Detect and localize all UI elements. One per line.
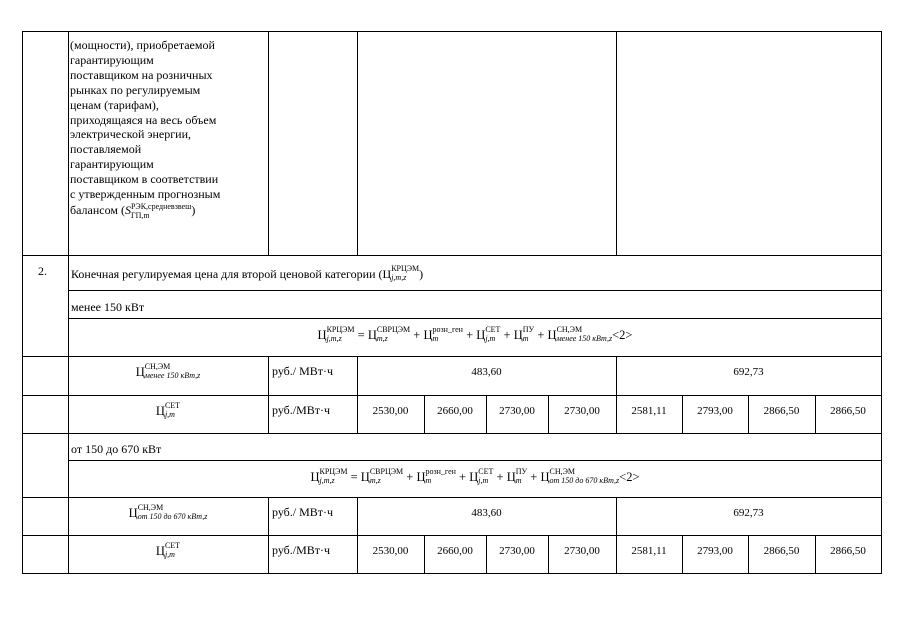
price-symbol-letter: Ц <box>155 543 165 558</box>
price-symbol-letter: Ц <box>360 469 370 484</box>
row-unit: руб./МВт·ч <box>272 403 331 417</box>
price-symbol-sup: розн_ген <box>425 467 456 476</box>
price-symbol-letter: Ц <box>469 469 479 484</box>
price-symbol-sup: СЕТ <box>164 541 181 550</box>
value-cell: 692,73 <box>733 366 764 378</box>
desc-line: поставщиком на розничных <box>70 67 213 82</box>
hline-4 <box>22 356 882 357</box>
value-cell: 2793,00 <box>697 545 733 557</box>
price-symbol-sup: СВРЦЭМ <box>369 467 404 476</box>
price-symbol <box>423 325 463 343</box>
price-symbol-letter: Ц <box>476 327 486 342</box>
price-symbol-sub: от 150 до 670 кВт,z <box>137 512 208 521</box>
price-symbol-sup: розн_ген <box>432 325 463 334</box>
hline-bottom <box>22 573 882 574</box>
price-symbol-sup: СН,ЭМ <box>549 467 576 476</box>
price-symbol <box>360 467 404 485</box>
price-symbol-letter: Ц <box>128 505 138 520</box>
price-symbol-indices <box>433 325 463 343</box>
price-symbol-letter: Ц <box>513 327 523 342</box>
hline-6 <box>22 433 882 434</box>
price-symbol <box>547 325 613 343</box>
value-cell: 2530,00 <box>372 405 409 417</box>
hline-7 <box>68 460 882 461</box>
formula-plus: + <box>403 469 417 484</box>
vline-c1 <box>268 31 269 256</box>
group-label: менее 150 кВт <box>71 300 145 314</box>
desc-line: (мощности), приобретаемой <box>70 38 215 52</box>
price-symbol-indices <box>516 467 527 485</box>
value-cell: 2866,50 <box>830 545 866 557</box>
price-symbol-sub: m <box>522 334 529 343</box>
vline-g1-unit <box>268 356 269 433</box>
price-symbol-letter: Ц <box>540 469 550 484</box>
vline-c2 <box>357 31 358 256</box>
price-symbol-sub: от 150 до 670 кВт,z <box>549 476 620 485</box>
price-symbol-sub: m,z <box>376 334 388 343</box>
continued-description <box>70 38 266 220</box>
price-symbol-indices <box>320 467 348 485</box>
formula-plus: + <box>500 327 514 342</box>
value-cell: 2730,00 <box>499 405 535 417</box>
hline-9 <box>22 535 882 536</box>
desc-line: с утвержденным прогнозным <box>70 187 221 202</box>
balance-symbol-sup: РЭК,средневзвеш <box>130 201 192 211</box>
row-unit: руб./ МВт·ч <box>272 505 334 519</box>
desc-line: приходящаяся на весь объем <box>70 112 217 127</box>
value-cell: 2866,50 <box>830 405 866 417</box>
hline-1 <box>22 255 882 256</box>
row-symbol <box>68 543 268 561</box>
price-symbol-sub: менее 150 кВт,z <box>144 371 201 380</box>
vline-num <box>68 31 69 574</box>
price-symbol <box>128 503 208 521</box>
vline-g2-unit <box>268 497 269 574</box>
price-symbol <box>513 325 535 343</box>
price-symbol-letter: Ц <box>506 469 516 484</box>
row-unit: руб./МВт·ч <box>272 543 331 557</box>
price-symbol-sub: j,m,z <box>326 334 342 343</box>
price-symbol <box>540 467 620 485</box>
price-symbol-indices <box>485 325 500 343</box>
formula-plus: + <box>493 469 507 484</box>
price-symbol-sup: ПУ <box>515 467 528 476</box>
price-symbol-letter: Ц <box>310 469 320 484</box>
formula-eq: = <box>354 327 368 342</box>
hline-2 <box>68 290 882 291</box>
price-symbol-sub: j,m <box>164 550 175 559</box>
price-symbol <box>310 467 348 485</box>
value-cell: 483,60 <box>471 507 502 519</box>
value-cell: 2866,50 <box>763 405 800 417</box>
value-cell: 483,60 <box>471 366 502 378</box>
desc-line: электрической энергии, <box>70 127 192 142</box>
price-formula <box>68 469 882 487</box>
row-unit: руб./ МВт·ч <box>272 364 334 378</box>
price-symbol-letter: Ц <box>135 364 145 379</box>
value-cell: 2793,00 <box>697 405 733 417</box>
price-symbol-letter: Ц <box>367 327 377 342</box>
price-symbol-sub: j,m <box>478 476 489 485</box>
balance-symbol-sub: ГП,m <box>130 210 150 220</box>
row-symbol <box>68 403 268 421</box>
price-symbol-indices <box>327 325 355 343</box>
hline-8 <box>22 497 882 498</box>
price-symbol-sup: СН,ЭМ <box>137 503 164 512</box>
desc-line: ценам (тарифам), <box>70 97 159 112</box>
desc-line: поставляемой <box>70 142 142 157</box>
balance-symbol: S <box>124 202 131 217</box>
price-symbol-indices <box>145 362 201 380</box>
price-symbol-sub: j,m <box>164 410 175 419</box>
formula-plus: + <box>534 327 548 342</box>
row-symbol <box>68 364 268 382</box>
price-symbol-sub: m <box>515 476 522 485</box>
desc-line: рынках по регулируемым <box>70 82 201 97</box>
price-symbol-sup: СН,ЭМ <box>144 362 171 371</box>
price-symbol <box>135 362 201 380</box>
price-symbol-indices <box>370 467 403 485</box>
section-title: Конечная регулируемая цена для второй ценовой категории (Ц КРЦЭМ j,m,z ) <box>71 264 424 282</box>
price-symbol <box>469 467 494 485</box>
price-symbol-sup: КРЦЭМ <box>326 325 355 334</box>
price-formula <box>68 327 882 345</box>
hline-top <box>22 31 882 32</box>
price-symbol <box>476 325 501 343</box>
price-symbol-indices <box>165 541 180 559</box>
value-cell: 2660,00 <box>437 545 473 557</box>
value-cell: 2581,11 <box>631 405 667 417</box>
price-symbol-sub: m,z <box>369 476 381 485</box>
price-symbol-sub: m <box>425 476 432 485</box>
desc-line: гарантирующим <box>70 52 154 67</box>
price-symbol <box>506 467 528 485</box>
formula-plus: + <box>527 469 541 484</box>
price-symbol-sup: СЕТ <box>478 467 494 476</box>
price-symbol-indices <box>425 467 455 485</box>
formula-note: <2> <box>619 469 640 484</box>
formula-note: <2> <box>612 327 633 342</box>
price-symbol-indices <box>557 325 613 343</box>
price-symbol-sup: СН,ЭМ <box>556 325 583 334</box>
hline-5 <box>22 395 882 396</box>
value-cell: 2530,00 <box>372 545 409 557</box>
price-symbol-letter: Ц <box>317 327 327 342</box>
value-cell: 2581,11 <box>631 545 667 557</box>
price-symbol-letter: Ц <box>423 327 433 342</box>
price-symbol-indices <box>523 325 534 343</box>
price-symbol <box>416 467 456 485</box>
price-symbol-sup: СВРЦЭМ <box>376 325 411 334</box>
price-symbol-sup: ПУ <box>522 325 535 334</box>
price-symbol-letter: Ц <box>155 403 165 418</box>
formula-plus: + <box>410 327 424 342</box>
price-symbol <box>367 325 411 343</box>
price-symbol-letter: Ц <box>416 469 426 484</box>
price-symbol-indices <box>377 325 410 343</box>
price-symbol-indices <box>138 503 208 521</box>
group-label: от 150 до 670 кВт <box>71 442 162 456</box>
desc-line: гарантирующим <box>70 157 154 172</box>
desc-line: поставщиком в соответствии <box>70 172 219 187</box>
value-cell: 2866,50 <box>763 545 800 557</box>
price-symbol-sub: m <box>432 334 439 343</box>
vline-left <box>22 31 23 574</box>
section-number: 2. <box>38 264 47 278</box>
price-symbol-indices <box>478 467 493 485</box>
price-symbol <box>317 325 355 343</box>
price-symbol <box>155 541 181 559</box>
value-cell: 2730,00 <box>564 405 600 417</box>
formula-plus: + <box>462 327 477 342</box>
price-symbol-sup: КРЦЭМ <box>319 467 348 476</box>
value-cell: 692,73 <box>733 507 764 519</box>
formula-plus: + <box>455 469 470 484</box>
vline-right <box>881 31 882 574</box>
hline-3 <box>68 318 882 319</box>
price-symbol-indices <box>550 467 620 485</box>
price-symbol-letter: Ц <box>547 327 557 342</box>
price-symbol-indices <box>165 401 180 419</box>
value-cell: 2730,00 <box>564 545 600 557</box>
price-symbol-sub: менее 150 кВт,z <box>556 334 613 343</box>
desc-line-last: балансом (S РЭК,средневзвеш ГП,m ) <box>70 201 196 220</box>
formula-eq: = <box>347 469 361 484</box>
price-symbol-sup: СЕТ <box>164 401 181 410</box>
price-symbol <box>155 401 181 419</box>
price-symbol-sup: СЕТ <box>485 325 501 334</box>
price-symbol-sub: j,m,z <box>319 476 335 485</box>
vline-c3 <box>616 31 617 256</box>
value-cell: 2730,00 <box>499 545 535 557</box>
row-symbol <box>68 505 268 523</box>
price-symbol-sub: j,m <box>485 334 496 343</box>
value-cell: 2660,00 <box>437 405 473 417</box>
